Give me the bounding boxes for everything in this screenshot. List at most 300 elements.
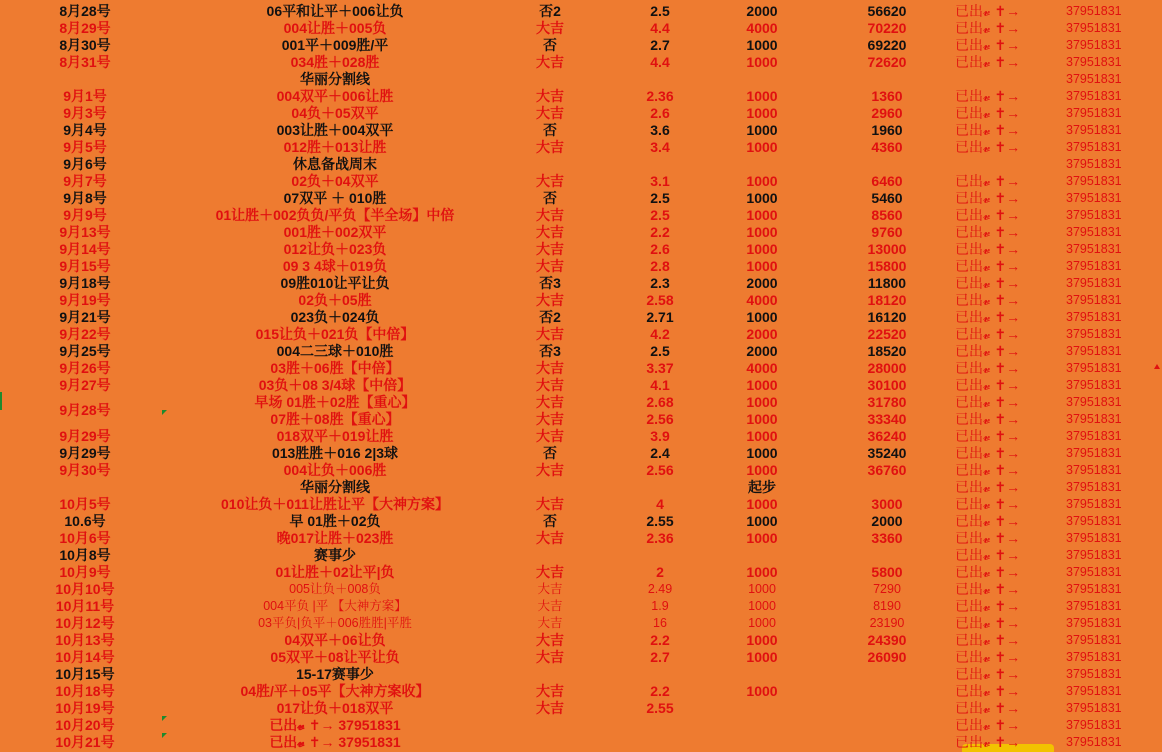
payout-cell[interactable] [845, 156, 929, 173]
status-cell[interactable]: 已出𝓿 ✝→ [955, 54, 1021, 70]
result-cell[interactable]: 大吉 [536, 292, 564, 308]
odds-cell[interactable]: 4.1 [650, 377, 670, 393]
result-cell[interactable]: 大吉 [536, 394, 564, 410]
payout-cell[interactable]: 7290 [873, 582, 901, 596]
id-cell[interactable]: 37951831 [1066, 225, 1122, 239]
payout-cell[interactable]: 8190 [873, 599, 901, 613]
stake-cell[interactable]: 1000 [746, 377, 778, 393]
result-cell[interactable] [510, 734, 590, 751]
odds-cell[interactable]: 2.55 [646, 513, 674, 529]
payout-cell[interactable]: 33340 [867, 411, 907, 427]
payout-cell[interactable] [845, 734, 929, 751]
payout-cell[interactable]: 11800 [867, 275, 907, 291]
match-cell[interactable]: 004平负 |平 【大神方案】 [263, 599, 407, 613]
stake-cell[interactable] [722, 547, 802, 564]
table-row[interactable] [0, 54, 1162, 71]
table-row[interactable] [0, 547, 1162, 564]
status-cell[interactable]: 已出𝓿 ✝→ [955, 190, 1021, 206]
odds-cell[interactable]: 2.2 [650, 224, 670, 240]
id-cell[interactable]: 37951831 [1066, 242, 1122, 256]
match-cell[interactable]: 010让负＋011让胜让平【大神方案】 [221, 496, 449, 512]
table-row[interactable] [0, 71, 1162, 88]
table-row[interactable] [0, 139, 1162, 156]
id-cell[interactable]: 37951831 [1066, 293, 1122, 307]
table-row[interactable] [0, 683, 1162, 700]
id-cell[interactable]: 37951831 [1066, 106, 1122, 120]
match-cell[interactable]: 华丽分割线 [300, 71, 370, 87]
odds-cell[interactable]: 2.49 [647, 582, 673, 596]
stake-cell[interactable] [722, 156, 802, 173]
id-cell[interactable]: 37951831 [1066, 650, 1122, 664]
stake-cell[interactable]: 1000 [746, 513, 778, 529]
stake-cell[interactable]: 2000 [746, 275, 778, 291]
id-cell[interactable]: 37951831 [1066, 667, 1122, 681]
match-cell[interactable]: 赛事少 [314, 547, 356, 563]
stake-cell[interactable]: 1000 [746, 411, 778, 427]
date-cell[interactable]: 10月8号 [59, 547, 111, 563]
odds-cell[interactable]: 2.7 [650, 649, 670, 665]
table-row[interactable] [0, 428, 1162, 445]
stake-cell[interactable]: 1000 [746, 632, 778, 648]
date-cell[interactable]: 9月7号 [63, 173, 107, 189]
stake-cell[interactable] [722, 666, 802, 683]
table-row[interactable] [0, 3, 1162, 20]
id-cell[interactable]: 37951831 [1066, 497, 1122, 511]
stake-cell[interactable]: 1000 [746, 258, 778, 274]
match-cell[interactable]: 01让胜＋002负负/平负【半全场】中倍 [215, 207, 455, 223]
table-row[interactable] [0, 258, 1162, 275]
payout-cell[interactable]: 22520 [867, 326, 907, 342]
odds-cell[interactable]: 3.4 [650, 139, 670, 155]
match-cell[interactable]: 晚017让胜＋023胜 [276, 530, 394, 546]
match-cell[interactable]: 004让胜＋005负 [283, 20, 387, 36]
odds-cell[interactable] [620, 666, 700, 683]
id-cell[interactable]: 37951831 [1066, 633, 1122, 647]
stake-cell[interactable]: 1000 [746, 309, 778, 325]
match-cell[interactable]: 004双平＋006让胜 [276, 88, 394, 104]
status-cell[interactable]: 已出𝓿 ✝→ [955, 496, 1021, 512]
result-cell[interactable]: 大吉 [536, 496, 564, 512]
stake-cell[interactable]: 2000 [746, 326, 778, 342]
odds-cell[interactable]: 2.55 [646, 700, 674, 716]
id-cell[interactable]: 37951831 [1066, 38, 1122, 52]
match-cell[interactable]: 04负＋05双平 [291, 105, 379, 121]
table-row[interactable] [0, 292, 1162, 309]
table-row[interactable] [0, 564, 1162, 581]
date-cell[interactable]: 9月26号 [59, 360, 111, 376]
status-cell[interactable]: 已出𝓿 ✝→ [955, 360, 1021, 376]
table-row[interactable] [0, 88, 1162, 105]
table-row[interactable] [0, 513, 1162, 530]
odds-cell[interactable]: 4.2 [650, 326, 670, 342]
date-cell[interactable]: 9月29号 [59, 428, 111, 444]
payout-cell[interactable]: 1960 [871, 122, 903, 138]
date-cell[interactable] [40, 71, 130, 88]
stake-cell[interactable]: 1000 [746, 241, 778, 257]
result-cell[interactable]: 否 [543, 122, 557, 138]
id-cell[interactable]: 37951831 [1066, 565, 1122, 579]
odds-cell[interactable]: 2.36 [646, 530, 674, 546]
id-cell[interactable]: 37951831 [1066, 276, 1122, 290]
stake-cell[interactable]: 1000 [746, 496, 778, 512]
status-cell[interactable] [955, 156, 1065, 173]
odds-cell[interactable]: 2.36 [646, 88, 674, 104]
id-cell[interactable]: 37951831 [1066, 157, 1122, 171]
odds-cell[interactable]: 2.5 [650, 3, 670, 19]
status-cell[interactable]: 已出𝓿 ✝→ [955, 717, 1021, 733]
date-cell[interactable]: 9月13号 [59, 224, 111, 240]
date-cell[interactable]: 9月18号 [59, 275, 111, 291]
id-cell[interactable]: 37951831 [1066, 378, 1122, 392]
status-cell[interactable]: 已出𝓿 ✝→ [955, 394, 1021, 410]
result-cell[interactable]: 否3 [539, 343, 561, 359]
status-cell[interactable]: 已出𝓿 ✝→ [955, 547, 1021, 563]
payout-cell[interactable] [845, 717, 929, 734]
odds-cell[interactable] [620, 717, 700, 734]
match-cell[interactable]: 已出𝓿 ✝→ 37951831 [269, 734, 401, 750]
match-cell[interactable]: 04双平＋06让负 [284, 632, 386, 648]
id-cell[interactable]: 37951831 [1066, 412, 1122, 426]
result-cell[interactable]: 大吉 [537, 616, 563, 630]
result-cell[interactable]: 大吉 [536, 360, 564, 376]
result-cell[interactable] [510, 717, 590, 734]
stake-cell[interactable] [722, 700, 802, 717]
date-cell[interactable]: 10月20号 [55, 717, 115, 733]
id-cell[interactable]: 37951831 [1066, 684, 1122, 698]
stake-cell[interactable]: 1000 [746, 649, 778, 665]
status-cell[interactable]: 已出𝓿 ✝→ [955, 173, 1021, 189]
status-cell[interactable]: 已出𝓿 ✝→ [955, 258, 1021, 274]
table-row[interactable] [0, 734, 1162, 751]
status-cell[interactable]: 已出𝓿 ✝→ [955, 445, 1021, 461]
date-cell[interactable]: 9月25号 [59, 343, 111, 359]
id-cell[interactable]: 37951831 [1066, 89, 1122, 103]
match-cell[interactable]: 003让胜＋004双平 [276, 122, 394, 138]
payout-cell[interactable] [845, 666, 929, 683]
match-cell[interactable]: 001胜＋002双平 [283, 224, 387, 240]
table-row[interactable] [0, 717, 1162, 734]
match-cell[interactable]: 04胜/平＋05平【大神方案收】 [240, 683, 430, 699]
status-cell[interactable]: 已出𝓿 ✝→ [955, 122, 1021, 138]
table-row[interactable] [0, 394, 1162, 411]
match-cell[interactable]: 03胜＋06胜【中倍】 [270, 360, 400, 376]
stake-cell[interactable] [722, 71, 802, 88]
merged-date-cell[interactable]: 9月28号 [59, 402, 111, 418]
match-cell[interactable]: 09胜010让平让负 [280, 275, 390, 291]
payout-cell[interactable]: 30100 [867, 377, 907, 393]
status-cell[interactable]: 已出𝓿 ✝→ [955, 411, 1021, 427]
payout-cell[interactable]: 3360 [871, 530, 903, 546]
match-cell[interactable]: 09 3 4球＋019负 [282, 258, 388, 274]
odds-cell[interactable]: 2.5 [650, 190, 670, 206]
match-cell[interactable]: 早 01胜＋02负 [289, 513, 381, 529]
table-row[interactable] [0, 224, 1162, 241]
id-cell[interactable]: 37951831 [1066, 191, 1122, 205]
odds-cell[interactable]: 2.58 [646, 292, 674, 308]
table-row[interactable] [0, 581, 1162, 598]
result-cell[interactable] [510, 71, 590, 88]
date-cell[interactable]: 9月29号 [59, 445, 111, 461]
status-cell[interactable] [955, 71, 1065, 88]
status-cell[interactable]: 已出𝓿 ✝→ [955, 377, 1021, 393]
odds-cell[interactable]: 3.37 [646, 360, 674, 376]
match-cell[interactable]: 01让胜＋02让平|负 [275, 564, 395, 580]
status-cell[interactable]: 已出𝓿 ✝→ [955, 241, 1021, 257]
table-row[interactable] [0, 207, 1162, 224]
id-cell[interactable]: 37951831 [1066, 480, 1122, 494]
payout-cell[interactable]: 36760 [867, 462, 907, 478]
status-cell[interactable]: 已出𝓿 ✝→ [955, 479, 1021, 495]
date-cell[interactable]: 10月9号 [59, 564, 111, 580]
id-cell[interactable]: 37951831 [1066, 446, 1122, 460]
result-cell[interactable]: 大吉 [536, 700, 564, 716]
odds-cell[interactable]: 2.8 [650, 258, 670, 274]
date-cell[interactable]: 9月4号 [63, 122, 107, 138]
date-cell[interactable]: 10月6号 [59, 530, 111, 546]
payout-cell[interactable]: 31780 [867, 394, 907, 410]
result-cell[interactable]: 否 [543, 445, 557, 461]
status-cell[interactable]: 已出𝓿 ✝→ [955, 530, 1021, 546]
table-row[interactable] [0, 241, 1162, 258]
result-cell[interactable]: 大吉 [536, 139, 564, 155]
stake-cell[interactable]: 2000 [746, 343, 778, 359]
table-row[interactable] [0, 275, 1162, 292]
odds-cell[interactable]: 4 [656, 496, 664, 512]
match-cell[interactable]: 休息备战周末 [293, 156, 377, 172]
payout-cell[interactable]: 16120 [867, 309, 907, 325]
result-cell[interactable]: 大吉 [536, 632, 564, 648]
status-cell[interactable]: 已出𝓿 ✝→ [955, 615, 1021, 631]
payout-cell[interactable]: 36240 [867, 428, 907, 444]
date-cell[interactable]: 8月28号 [59, 3, 111, 19]
result-cell[interactable]: 大吉 [536, 411, 564, 427]
match-cell[interactable]: 华丽分割线 [300, 479, 370, 495]
payout-cell[interactable]: 28000 [867, 360, 907, 376]
stake-cell[interactable]: 起步 [748, 479, 776, 495]
stake-cell[interactable]: 4000 [746, 292, 778, 308]
payout-cell[interactable]: 2960 [871, 105, 903, 121]
id-cell[interactable]: 37951831 [1066, 463, 1122, 477]
status-cell[interactable]: 已出𝓿 ✝→ [955, 598, 1021, 614]
result-cell[interactable]: 大吉 [536, 428, 564, 444]
date-cell[interactable]: 9月14号 [59, 241, 111, 257]
date-cell[interactable]: 9月5号 [63, 139, 107, 155]
payout-cell[interactable] [845, 683, 929, 700]
match-cell[interactable]: 023负＋024负 [290, 309, 380, 325]
match-cell[interactable]: 012让负＋023负 [283, 241, 387, 257]
payout-cell[interactable] [845, 71, 929, 88]
result-cell[interactable]: 大吉 [536, 207, 564, 223]
id-cell[interactable]: 37951831 [1066, 327, 1122, 341]
match-cell[interactable]: 05双平＋08让平让负 [270, 649, 400, 665]
status-cell[interactable]: 已出𝓿 ✝→ [955, 207, 1021, 223]
match-cell[interactable]: 早场 01胜＋02胜【重心】 [254, 394, 416, 410]
id-cell[interactable]: 37951831 [1066, 344, 1122, 358]
match-cell[interactable]: 02负＋04双平 [291, 173, 379, 189]
date-cell[interactable]: 8月31号 [59, 54, 111, 70]
result-cell[interactable]: 大吉 [537, 582, 563, 596]
odds-cell[interactable] [620, 479, 700, 496]
table-row[interactable] [0, 632, 1162, 649]
date-cell[interactable]: 10月11号 [55, 598, 115, 614]
status-cell[interactable]: 已出𝓿 ✝→ [955, 428, 1021, 444]
table-row[interactable] [0, 530, 1162, 547]
status-cell[interactable]: 已出𝓿 ✝→ [955, 581, 1021, 597]
result-cell[interactable]: 否2 [539, 3, 561, 19]
result-cell[interactable]: 大吉 [536, 258, 564, 274]
match-cell[interactable]: 018双平＋019让胜 [276, 428, 394, 444]
id-cell[interactable]: 37951831 [1066, 361, 1122, 375]
stake-cell[interactable] [722, 734, 802, 751]
payout-cell[interactable]: 70220 [867, 20, 907, 36]
date-cell[interactable]: 9月22号 [59, 326, 111, 342]
payout-cell[interactable]: 5800 [871, 564, 903, 580]
stake-cell[interactable]: 1000 [746, 530, 778, 546]
match-cell[interactable]: 012胜＋013让胜 [283, 139, 387, 155]
date-cell[interactable]: 10.6号 [64, 513, 106, 529]
match-cell[interactable]: 001平＋009胜/平 [281, 37, 389, 53]
id-cell[interactable]: 37951831 [1066, 259, 1122, 273]
date-cell[interactable]: 10月5号 [59, 496, 111, 512]
odds-cell[interactable]: 2.6 [650, 105, 670, 121]
match-cell[interactable]: 15-17赛事少 [296, 666, 374, 682]
result-cell[interactable]: 否 [543, 513, 557, 529]
odds-cell[interactable]: 3.9 [650, 428, 670, 444]
status-cell[interactable]: 已出𝓿 ✝→ [955, 649, 1021, 665]
table-row[interactable] [0, 479, 1162, 496]
table-row[interactable] [0, 377, 1162, 394]
result-cell[interactable]: 否2 [539, 309, 561, 325]
status-cell[interactable]: 已出𝓿 ✝→ [955, 275, 1021, 291]
table-row[interactable] [0, 20, 1162, 37]
result-cell[interactable]: 大吉 [536, 224, 564, 240]
odds-cell[interactable]: 2.68 [646, 394, 674, 410]
status-cell[interactable]: 已出𝓿 ✝→ [955, 666, 1021, 682]
stake-cell[interactable]: 1000 [746, 564, 778, 580]
id-cell[interactable]: 37951831 [1066, 616, 1122, 630]
id-cell[interactable]: 37951831 [1066, 395, 1122, 409]
status-cell[interactable]: 已出𝓿 ✝→ [955, 309, 1021, 325]
odds-cell[interactable]: 2 [656, 564, 664, 580]
odds-cell[interactable] [620, 734, 700, 751]
match-cell[interactable]: 034胜＋028胜 [290, 54, 380, 70]
result-cell[interactable]: 大吉 [536, 241, 564, 257]
result-cell[interactable]: 否 [543, 37, 557, 53]
status-cell[interactable]: 已出𝓿 ✝→ [955, 37, 1021, 53]
odds-cell[interactable]: 4.4 [650, 54, 670, 70]
payout-cell[interactable]: 5460 [871, 190, 903, 206]
table-row[interactable] [0, 462, 1162, 479]
result-cell[interactable]: 大吉 [536, 377, 564, 393]
match-cell[interactable]: 02负＋05胜 [298, 292, 372, 308]
stake-cell[interactable]: 1000 [746, 224, 778, 240]
stake-cell[interactable]: 1000 [746, 462, 778, 478]
result-cell[interactable]: 大吉 [536, 462, 564, 478]
id-cell[interactable]: 37951831 [1066, 310, 1122, 324]
result-cell[interactable]: 大吉 [536, 530, 564, 546]
odds-cell[interactable]: 2.2 [650, 683, 670, 699]
match-cell[interactable]: 已出𝓿 ✝→ 37951831 [269, 717, 401, 733]
table-row[interactable] [0, 190, 1162, 207]
table-row[interactable] [0, 411, 1162, 428]
status-cell[interactable]: 已出𝓿 ✝→ [955, 343, 1021, 359]
status-cell[interactable]: 已出𝓿 ✝→ [955, 734, 1021, 750]
match-cell[interactable]: 004让负＋006胜 [283, 462, 387, 478]
id-cell[interactable]: 37951831 [1066, 208, 1122, 222]
payout-cell[interactable]: 9760 [871, 224, 903, 240]
id-cell[interactable]: 37951831 [1066, 735, 1122, 749]
odds-cell[interactable]: 2.6 [650, 241, 670, 257]
date-cell[interactable]: 9月9号 [63, 207, 107, 223]
stake-cell[interactable] [722, 717, 802, 734]
id-cell[interactable]: 37951831 [1066, 701, 1122, 715]
status-cell[interactable]: 已出𝓿 ✝→ [955, 88, 1021, 104]
date-cell[interactable]: 10月12号 [55, 615, 115, 631]
status-cell[interactable]: 已出𝓿 ✝→ [955, 700, 1021, 716]
date-cell[interactable]: 9月3号 [63, 105, 107, 121]
odds-cell[interactable]: 2.3 [650, 275, 670, 291]
id-cell[interactable]: 37951831 [1066, 55, 1122, 69]
match-cell[interactable]: 03平负|负平＋006胜胜|平胜 [258, 616, 412, 630]
stake-cell[interactable]: 1000 [748, 582, 776, 596]
payout-cell[interactable]: 35240 [867, 445, 907, 461]
result-cell[interactable]: 否 [543, 190, 557, 206]
status-cell[interactable]: 已出𝓿 ✝→ [955, 513, 1021, 529]
table-row[interactable] [0, 156, 1162, 173]
id-cell[interactable]: 37951831 [1066, 582, 1122, 596]
result-cell[interactable] [510, 666, 590, 683]
result-cell[interactable]: 大吉 [536, 54, 564, 70]
status-cell[interactable]: 已出𝓿 ✝→ [955, 292, 1021, 308]
result-cell[interactable] [510, 547, 590, 564]
payout-cell[interactable]: 26090 [867, 649, 907, 665]
result-cell[interactable]: 大吉 [536, 105, 564, 121]
stake-cell[interactable]: 1000 [746, 445, 778, 461]
status-cell[interactable]: 已出𝓿 ✝→ [955, 326, 1021, 342]
id-cell[interactable]: 37951831 [1066, 72, 1122, 86]
table-row[interactable] [0, 173, 1162, 190]
stake-cell[interactable]: 4000 [746, 20, 778, 36]
stake-cell[interactable]: 1000 [746, 122, 778, 138]
odds-cell[interactable]: 16 [653, 616, 667, 630]
result-cell[interactable]: 大吉 [536, 20, 564, 36]
stake-cell[interactable]: 1000 [746, 54, 778, 70]
table-row[interactable] [0, 700, 1162, 717]
odds-cell[interactable]: 4.4 [650, 20, 670, 36]
stake-cell[interactable]: 1000 [746, 394, 778, 410]
stake-cell[interactable]: 4000 [746, 360, 778, 376]
id-cell[interactable]: 37951831 [1066, 21, 1122, 35]
payout-cell[interactable]: 6460 [871, 173, 903, 189]
result-cell[interactable]: 大吉 [536, 326, 564, 342]
stake-cell[interactable]: 1000 [746, 37, 778, 53]
table-row[interactable] [0, 598, 1162, 615]
status-cell[interactable]: 已出𝓿 ✝→ [955, 3, 1021, 19]
date-cell[interactable]: 8月30号 [59, 37, 111, 53]
result-cell[interactable]: 大吉 [536, 564, 564, 580]
payout-cell[interactable]: 18520 [867, 343, 907, 359]
id-cell[interactable]: 37951831 [1066, 599, 1122, 613]
payout-cell[interactable]: 23190 [869, 616, 905, 630]
date-cell[interactable]: 9月21号 [59, 309, 111, 325]
odds-cell[interactable]: 2.56 [646, 462, 674, 478]
odds-cell[interactable] [620, 547, 700, 564]
status-cell[interactable]: 已出𝓿 ✝→ [955, 462, 1021, 478]
date-cell[interactable]: 10月15号 [55, 666, 115, 682]
result-cell[interactable]: 大吉 [536, 649, 564, 665]
stake-cell[interactable]: 1000 [746, 683, 778, 699]
date-cell[interactable]: 9月27号 [59, 377, 111, 393]
